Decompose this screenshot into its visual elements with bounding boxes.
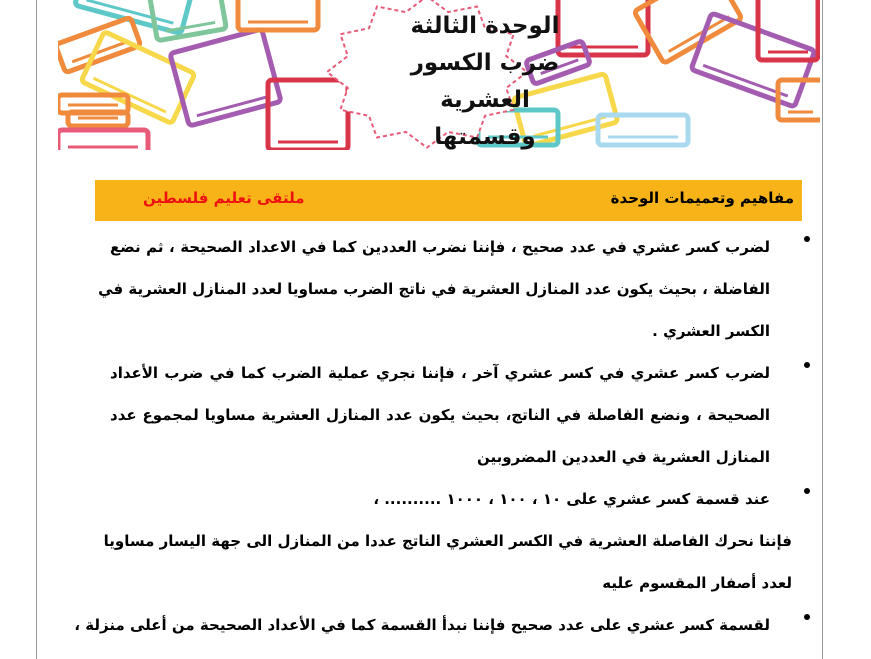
unit-title-line-3: العشرية وقسمتها <box>434 87 536 150</box>
list-item-line: الكسر العشري . <box>652 322 770 340</box>
bullet-icon <box>804 488 810 494</box>
list-item <box>103 478 810 604</box>
concepts-list <box>74 226 810 646</box>
bullet-icon <box>804 236 810 242</box>
list-item <box>74 604 810 646</box>
section-title: مفاهيم وتعميمات الوحدة <box>610 189 794 207</box>
list-item-line: لضرب كسر عشري في كسر عشري آخر ، فإننا نجري عملية الضرب كما في ضرب الأعداد <box>110 364 770 382</box>
unit-title-line-1: الوحدة الثالثة <box>410 13 560 39</box>
page-border-right <box>822 0 823 659</box>
list-item-line: المنازل العشرية في العددين المضروبين <box>477 448 770 466</box>
list-item-line: فإننا نحرك الفاصلة العشرية في الكسر العشري الناتج عددا من المنازل الى جهة اليسار مساويا <box>103 532 792 550</box>
unit-title-line-2: ضرب الكسور <box>410 50 560 76</box>
list-item-line: الصحيحة ، ونضع الفاصلة في الناتج، بحيث يكون عدد المنازل العشرية مساويا لمجموع عدد <box>110 406 770 424</box>
list-item <box>98 226 810 352</box>
page-border-left <box>36 0 37 659</box>
book-shape <box>238 0 318 30</box>
list-item-line: لضرب كسر عشري في عدد صحيح ، فإننا نضرب العددين كما في الاعداد الصحيحة ، ثم نضع <box>110 238 770 256</box>
bullet-icon <box>804 362 810 368</box>
section-header-bar <box>95 180 802 221</box>
list-item-line: عند قسمة كسر عشري على ١٠ ، ١٠٠ ، ١٠٠٠ .......... ، <box>373 490 770 508</box>
book-shape <box>170 29 281 126</box>
list-item-line: لعدد أصفار المقسوم عليه <box>602 574 792 592</box>
list-item-line: الفاضلة ، بحيث يكون عدد المنازل العشرية في ناتج الضرب مساويا لعدد المنازل العشرية في <box>98 280 770 298</box>
bullet-icon <box>804 614 810 620</box>
organization-name: ملتقى تعليم فلسطين <box>143 189 305 207</box>
book-shape <box>598 115 688 145</box>
books-banner <box>58 0 820 150</box>
list-item <box>110 352 810 478</box>
unit-title <box>400 8 570 150</box>
list-item-line: لقسمة كسر عشري على عدد صحيح فإننا نبدأ القسمة كما في الأعداد الصحيحة من أعلى منزلة ، <box>74 616 770 634</box>
